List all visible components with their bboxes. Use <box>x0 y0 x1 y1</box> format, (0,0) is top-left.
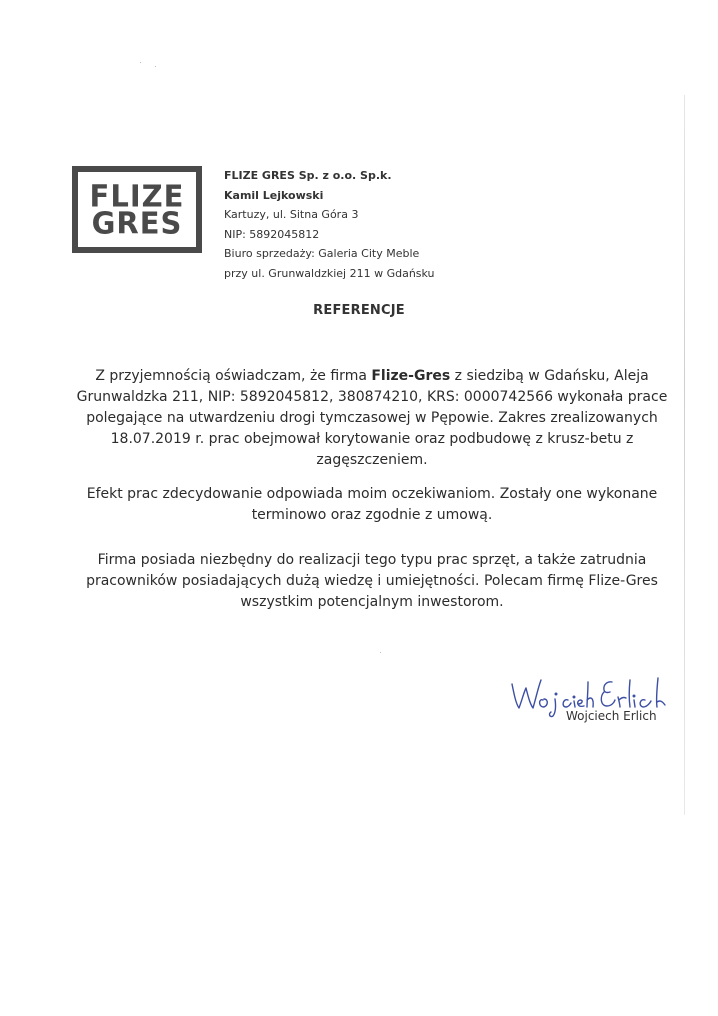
sales-office-line1: Biuro sprzedaży: Galeria City Meble <box>224 247 420 260</box>
scan-speck <box>140 62 141 63</box>
logo-text-line2: GRES <box>91 204 183 241</box>
paragraph-intro <box>64 366 680 471</box>
document-title: REFERENCJE <box>313 303 405 318</box>
letterhead-address-block <box>224 166 435 283</box>
company-logo <box>72 166 202 253</box>
company-nip: NIP: 5892045812 <box>224 227 320 241</box>
company-address: Kartuzy, ul. Sitna Góra 3 <box>224 208 359 221</box>
paragraph-recommendation: Firma posiada niezbędny do realizacji tego typu prac sprzęt, a także zatrudnia pracowników posiadających dużą wiedzę i umiejętności. Polecam firmę Flize-Gres wszystkim potencjalnym inwestorom. <box>86 552 658 610</box>
scan-speck <box>380 652 381 653</box>
paragraph-intro-after: z siedzibą w Gdańsku, Aleja Grunwaldzka 211, NIP: 5892045812, 380874210, KRS: 0000742566 wykonała prace polegające na utwardzeniu drogi tymczasowej w Pępowie. Zakres zrealizowanych 18.07.2019 r. prac obejmował korytowanie oraz podbudowę z krusz-betu z zagęszczeniem. <box>76 368 668 468</box>
scan-speck <box>155 66 156 67</box>
signer-name: Wojciech Erlich <box>566 709 657 723</box>
sales-office-line2: przy ul. Grunwaldzkiej 211 w Gdańsku <box>224 266 435 280</box>
company-name: FLIZE GRES Sp. z o.o. Sp.k. <box>224 169 392 182</box>
paragraph-intro-before: Z przyjemnością oświadczam, że firma <box>95 368 372 384</box>
paragraph-evaluation: Efekt prac zdecydowanie odpowiada moim oczekiwaniom. Zostały one wykonane terminowo oraz zgodnie z umową. <box>86 486 658 523</box>
paragraph-intro-company: Flize-Gres <box>371 368 451 384</box>
logo-text-line1: FLIZE <box>89 177 185 214</box>
scan-edge-line <box>684 95 685 815</box>
contact-person: Kamil Lejkowski <box>224 188 324 202</box>
